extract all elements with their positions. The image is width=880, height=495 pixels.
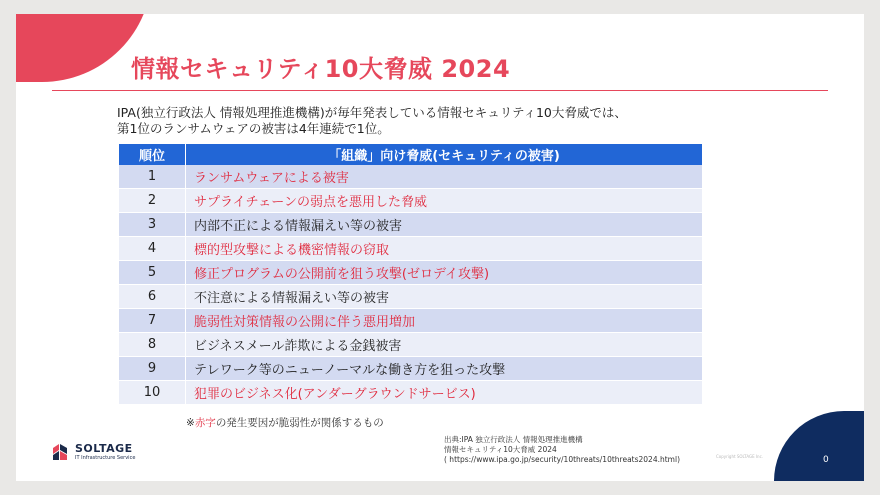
rank-cell: 1 bbox=[119, 165, 186, 189]
threat-cell: サプライチェーンの弱点を悪用した脅威 bbox=[186, 189, 703, 213]
threat-cell: ビジネスメール詐欺による金銭被害 bbox=[186, 333, 703, 357]
footnote-rest: の発生要因が脆弱性が関係するもの bbox=[215, 417, 384, 429]
threat-ranking-table bbox=[119, 144, 702, 405]
table-row bbox=[119, 333, 702, 357]
intro-text bbox=[117, 105, 757, 137]
source-line-2: 情報セキュリティ10大脅威 2024 bbox=[444, 445, 557, 454]
table-body bbox=[119, 165, 702, 405]
table-header-row bbox=[119, 144, 702, 165]
threat-cell: 内部不正による情報漏えい等の被害 bbox=[186, 213, 703, 237]
page-number: 0 bbox=[823, 455, 829, 465]
footnote bbox=[186, 415, 384, 430]
intro-line-2: 第1位のランサムウェアの被害は4年連続で1位。 bbox=[117, 121, 390, 136]
slide-title: 情報セキュリティ10大脅威 2024 bbox=[131, 55, 511, 83]
header-rank: 順位 bbox=[119, 144, 186, 165]
header-threat: 「組織」向け脅威(セキュリティの被害) bbox=[186, 144, 703, 165]
threat-cell: 脆弱性対策情報の公開に伴う悪用増加 bbox=[186, 309, 703, 333]
title-divider bbox=[52, 90, 828, 91]
threat-cell: 修正プログラムの公開前を狙う攻撃(ゼロデイ攻撃) bbox=[186, 261, 703, 285]
logo-subtitle: IT Infrastructure Service bbox=[75, 455, 136, 461]
soltage-logo bbox=[51, 442, 135, 462]
copyright-text: Copyright SOLTAGE Inc. bbox=[716, 454, 764, 459]
slide bbox=[16, 14, 864, 481]
rank-cell: 7 bbox=[119, 309, 186, 333]
rank-cell: 10 bbox=[119, 381, 186, 405]
footnote-prefix: ※ bbox=[186, 417, 195, 429]
rank-cell: 5 bbox=[119, 261, 186, 285]
rank-cell: 8 bbox=[119, 333, 186, 357]
source-line-1: 出典:IPA 独立行政法人 情報処理推進機構 bbox=[444, 435, 583, 444]
rank-cell: 2 bbox=[119, 189, 186, 213]
table-row bbox=[119, 285, 702, 309]
rank-cell: 6 bbox=[119, 285, 186, 309]
table-row bbox=[119, 165, 702, 189]
source-citation bbox=[444, 435, 680, 465]
table-row bbox=[119, 261, 702, 285]
table-row bbox=[119, 237, 702, 261]
rank-cell: 4 bbox=[119, 237, 186, 261]
intro-line-1: IPA(独立行政法人 情報処理推進機構)が毎年発表している情報セキュリティ10大脅威では、 bbox=[117, 105, 627, 120]
rank-cell: 9 bbox=[119, 357, 186, 381]
table-row bbox=[119, 213, 702, 237]
table-row bbox=[119, 381, 702, 405]
corner-decoration-bottom-right bbox=[774, 411, 864, 481]
source-url: ( https://www.ipa.go.jp/security/10threats/10threats2024.html) bbox=[444, 455, 680, 464]
threat-cell: ランサムウェアによる被害 bbox=[186, 165, 703, 189]
threat-cell: テレワーク等のニューノーマルな働き方を狙った攻撃 bbox=[186, 357, 703, 381]
footnote-red-word: 赤字 bbox=[194, 417, 216, 429]
threat-cell: 不注意による情報漏えい等の被害 bbox=[186, 285, 703, 309]
table-row bbox=[119, 189, 702, 213]
soltage-logo-mark-icon bbox=[51, 442, 71, 462]
threat-cell: 標的型攻撃による機密情報の窃取 bbox=[186, 237, 703, 261]
table-row bbox=[119, 309, 702, 333]
logo-name: SOLTAGE bbox=[75, 442, 133, 455]
threat-cell: 犯罪のビジネス化(アンダーグラウンドサービス) bbox=[186, 381, 703, 405]
rank-cell: 3 bbox=[119, 213, 186, 237]
table-row bbox=[119, 357, 702, 381]
